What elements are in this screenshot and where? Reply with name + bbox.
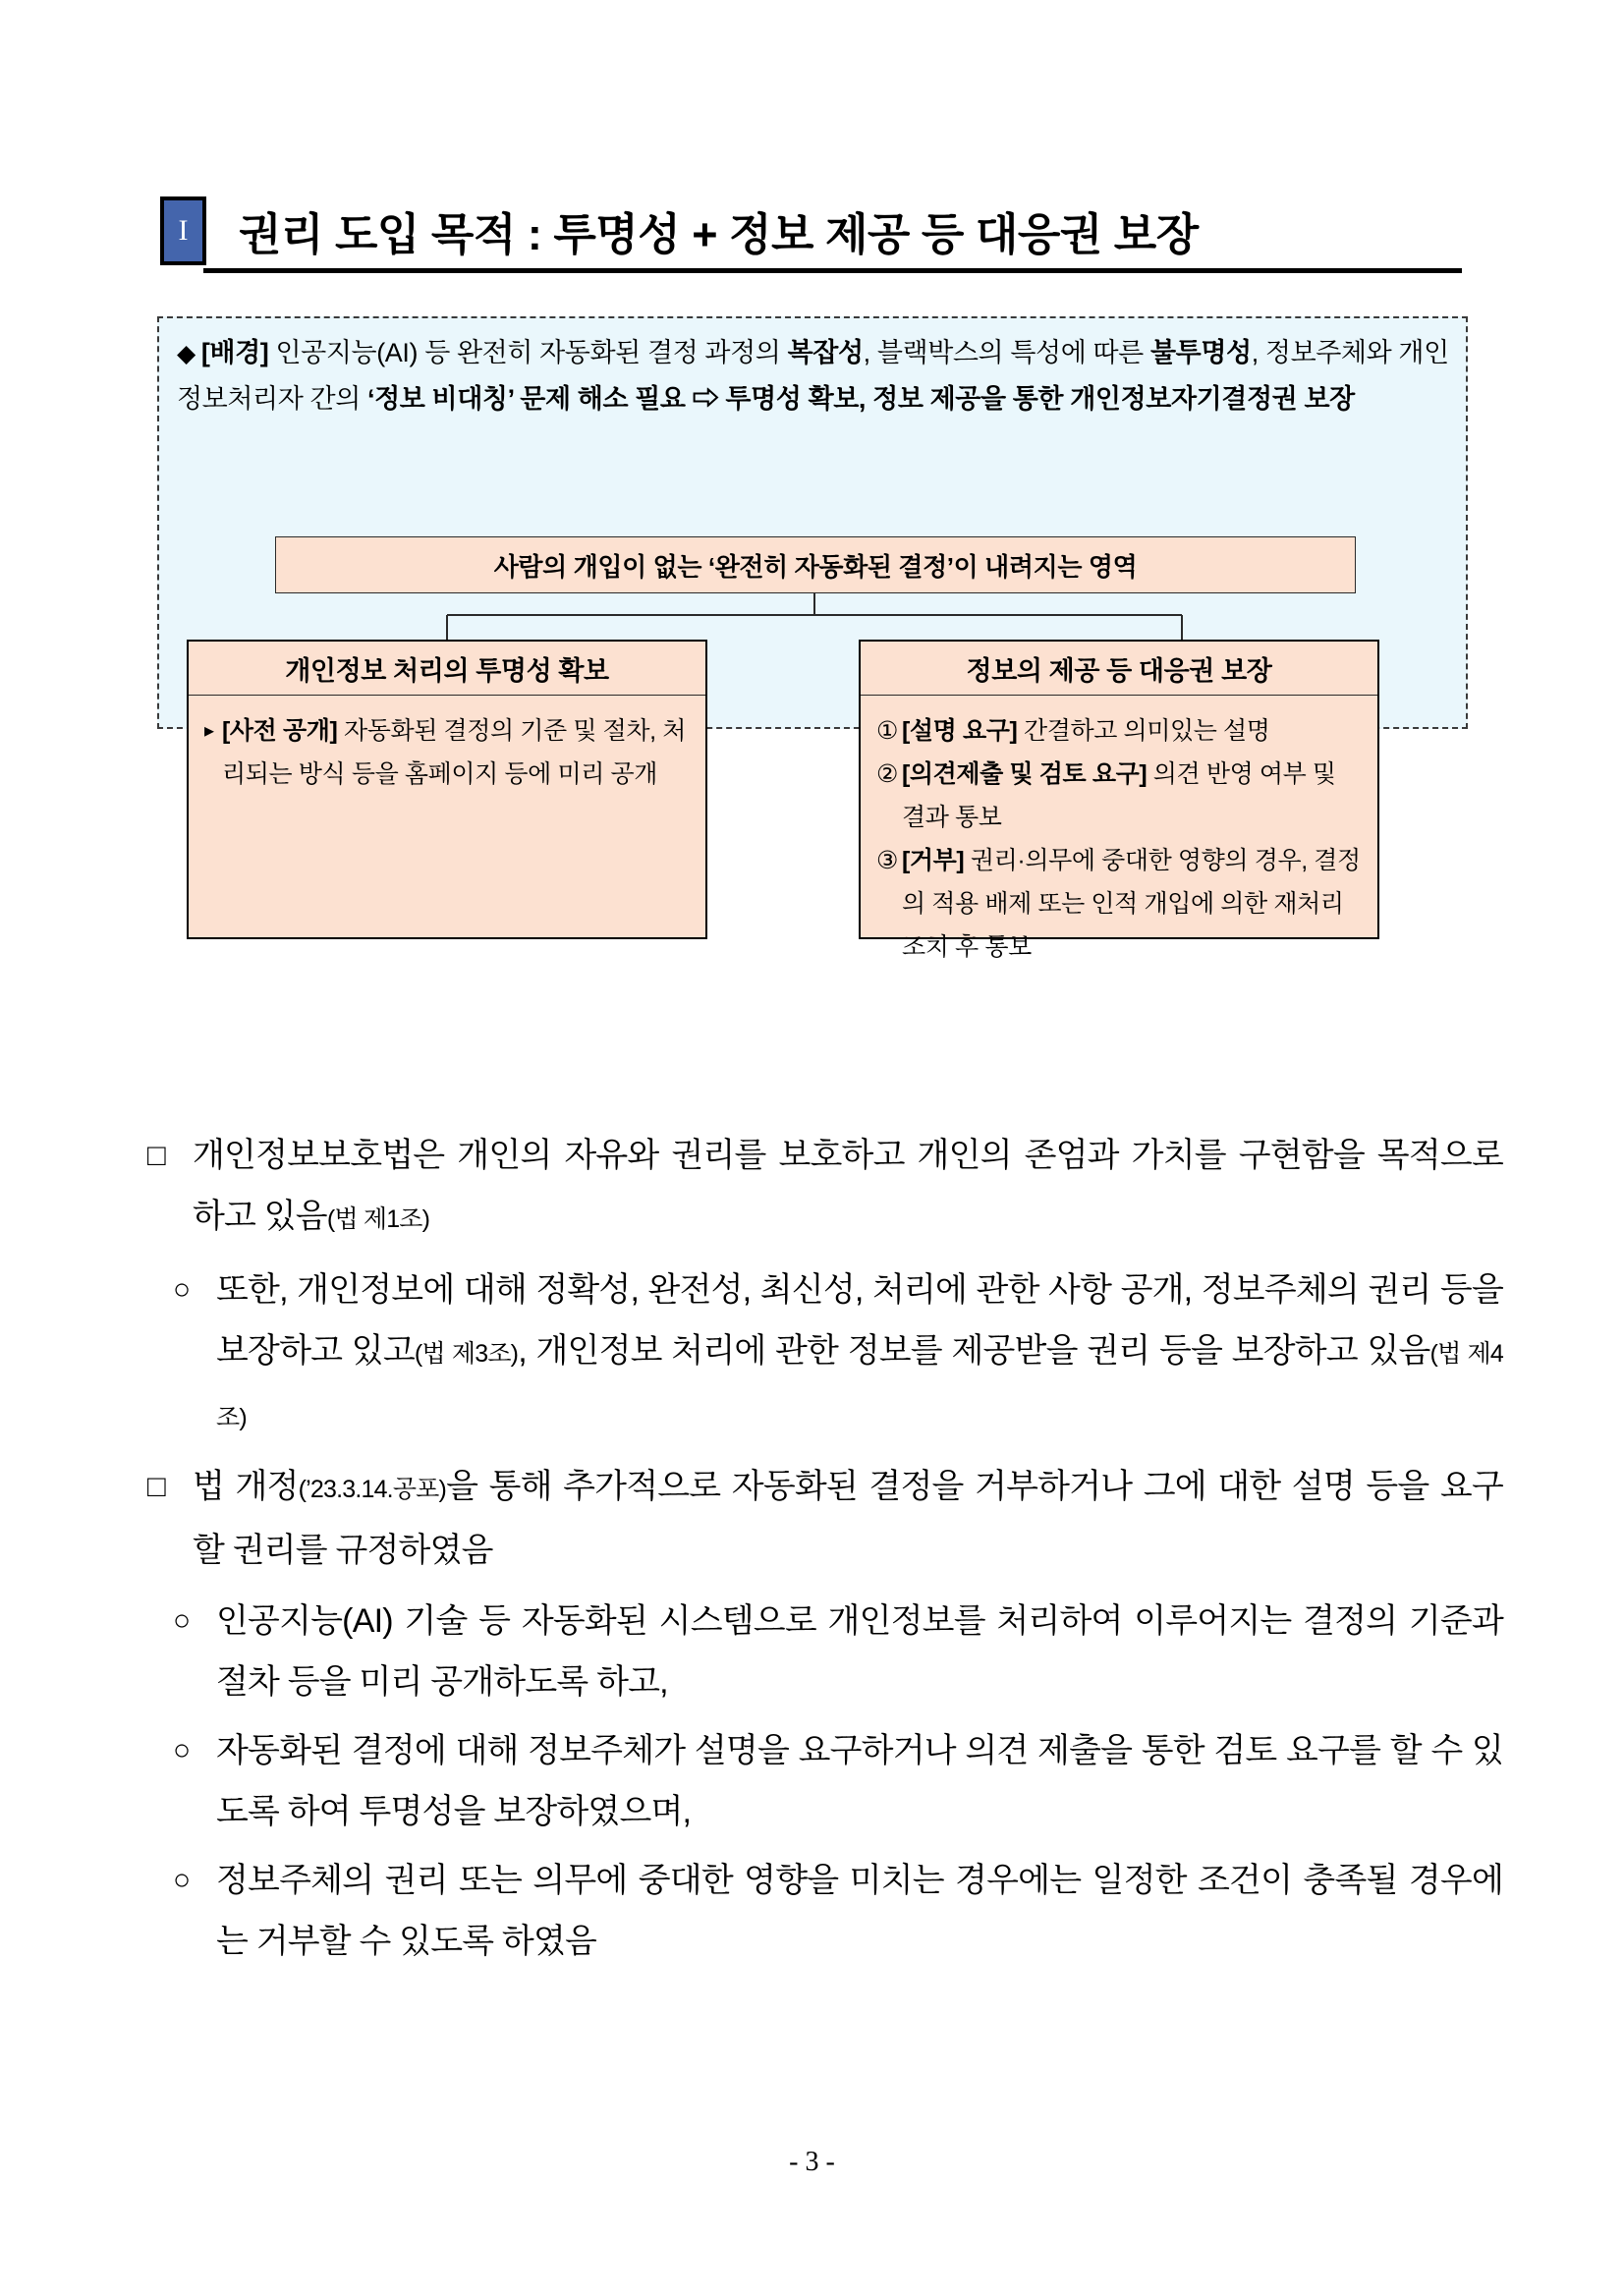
- body-block-6: [147, 1850, 1503, 1972]
- left-item-bold: [사전 공개]: [222, 717, 338, 745]
- section-header: [160, 196, 1462, 273]
- page-footer: [0, 2147, 1624, 2178]
- page-number: - 3 -: [789, 2147, 835, 2177]
- background-bold2: 불투명성: [1149, 338, 1252, 367]
- body-block-4: [147, 1591, 1503, 1712]
- header-underline: [203, 268, 1462, 273]
- background-seg1: 인공지능(AI) 등 완전히 자동화된 결정 과정의: [268, 338, 788, 367]
- body-block-2-note: (법 제3조): [414, 1340, 519, 1368]
- body-block-2-text: [216, 1260, 1503, 1448]
- right-item-1-bold: [설명 요구]: [902, 717, 1018, 745]
- circle-bullet-icon: ○: [173, 1273, 191, 1306]
- center-scope-box: 사람의 개입이 없는 ‘완전히 자동화된 결정’이 내려지는 영역: [275, 536, 1356, 593]
- circle-bullet-icon: ○: [173, 1604, 191, 1637]
- body-block-3-main: 법 개정: [193, 1468, 299, 1505]
- page-title: 권리 도입 목적 : 투명성 + 정보 제공 등 대응권 보장: [239, 209, 1199, 259]
- diamond-bullet-icon: ◆: [177, 340, 196, 367]
- right-arrow-icon: ⇨: [685, 384, 726, 414]
- circled-number-3-icon: ③: [876, 847, 899, 874]
- body-block-1-main: 개인정보보호법은 개인의 자유와 권리를 보호하고 개인의 존엄과 가치를 구현함을 목적으로 하고 있음: [193, 1137, 1503, 1235]
- background-seg3: , 정보주체와 개인정보처리자 간의: [177, 338, 1449, 414]
- body-block-5: [147, 1720, 1503, 1842]
- list-item: [876, 839, 1362, 969]
- body-block-2-main2: , 개인정보 처리에 관한 정보를 제공받을 권리 등을 보장하고 있음: [518, 1332, 1430, 1370]
- right-subbox: [859, 640, 1379, 961]
- background-seg2: , 블랙박스의 특성에 따른: [863, 338, 1150, 367]
- right-item-3-bold: [거부]: [902, 847, 965, 874]
- left-subbox-title: 개인정보 처리의 투명성 확보: [189, 642, 705, 696]
- circled-number-1-icon: ①: [876, 717, 899, 745]
- body-block-2-main: 또한, 개인정보에 대해 정확성, 완전성, 최신성, 처리에 관한 사항 공개, 정보주체의 권리 등을 보장하고 있고: [216, 1271, 1503, 1370]
- list-item: [204, 709, 690, 796]
- body-block-5-text: 자동화된 결정에 대해 정보주체가 설명을 요구하거나 의견 제출을 통한 검토 요구를 할 수 있도록 하여 투명성을 보장하였으며,: [216, 1732, 1503, 1830]
- body-block-3-text: [193, 1456, 1503, 1581]
- background-diagram-panel: [157, 316, 1468, 961]
- body-block-1-note: (법 제1조): [326, 1205, 430, 1233]
- connector-tree: [159, 593, 1470, 643]
- left-item-rest: 자동화된 결정의 기준 및 절차, 처리되는 방식 등을 홈페이지 등에 미리 공개: [222, 717, 686, 788]
- left-item-text: [222, 709, 690, 796]
- circled-number-2-icon: ②: [876, 760, 899, 788]
- body-block-1-text: [193, 1125, 1503, 1250]
- body-block-3-note: (’23.3.14.공포): [298, 1476, 447, 1503]
- body-block-2-note2: (법 제4조): [216, 1340, 1503, 1431]
- right-subbox-body: [861, 696, 1377, 969]
- background-bold1: 복잡성: [787, 338, 864, 367]
- background-bold4: 투명성 확보, 정보 제공을 통한 개인정보자기결정권 보장: [725, 384, 1355, 414]
- section-number-badge: I: [160, 196, 206, 265]
- right-item-2-text: [902, 753, 1362, 839]
- right-item-1-rest: 간결하고 의미있는 설명: [1017, 717, 1270, 745]
- left-subbox: [187, 640, 707, 939]
- list-item: [876, 753, 1362, 839]
- right-item-2-bold: [의견제출 및 검토 요구]: [902, 760, 1148, 788]
- right-item-1-text: [902, 709, 1362, 753]
- background-paragraph: [177, 330, 1449, 421]
- background-bold3: ‘정보 비대칭’ 문제 해소 필요: [366, 384, 686, 414]
- body-block-3-main2: 을 통해 추가적으로 자동화된 결정을 거부하거나 그에 대한 설명 등을 요구할 권리를 규정하였음: [193, 1468, 1503, 1569]
- body-block-3: [147, 1456, 1503, 1581]
- body-block-6-text: 정보주체의 권리 또는 의무에 중대한 영향을 미치는 경우에는 일정한 조건이 충족될 경우에는 거부할 수 있도록 하였음: [216, 1862, 1503, 1960]
- right-subbox-title: 정보의 제공 등 대응권 보장: [861, 642, 1377, 696]
- list-item: [876, 709, 1362, 753]
- body-block-4-text: 인공지능(AI) 기술 등 자동화된 시스템으로 개인정보를 처리하여 이루어지는 결정의 기준과 절차 등을 미리 공개하도록 하고,: [216, 1602, 1503, 1701]
- background-label: [배경]: [200, 338, 269, 367]
- circle-bullet-icon: ○: [173, 1734, 191, 1766]
- right-item-3-rest: 권리·의무에 중대한 영향의 경우, 결정의 적용 배제 또는 인적 개입에 의한 재처리 조치 후 통보: [902, 847, 1361, 961]
- left-subbox-body: [189, 696, 705, 796]
- body-block-2: [147, 1260, 1503, 1448]
- triangle-bullet-icon: ▸: [204, 720, 214, 742]
- square-bullet-icon: □: [147, 1469, 165, 1503]
- right-item-2-rest: 의견 반영 여부 및 결과 통보: [902, 760, 1336, 831]
- right-item-3-text: [902, 839, 1362, 969]
- circle-bullet-icon: ○: [173, 1864, 191, 1896]
- body-block-1: [147, 1125, 1503, 1250]
- square-bullet-icon: □: [147, 1138, 165, 1172]
- body-content: [147, 1125, 1503, 1980]
